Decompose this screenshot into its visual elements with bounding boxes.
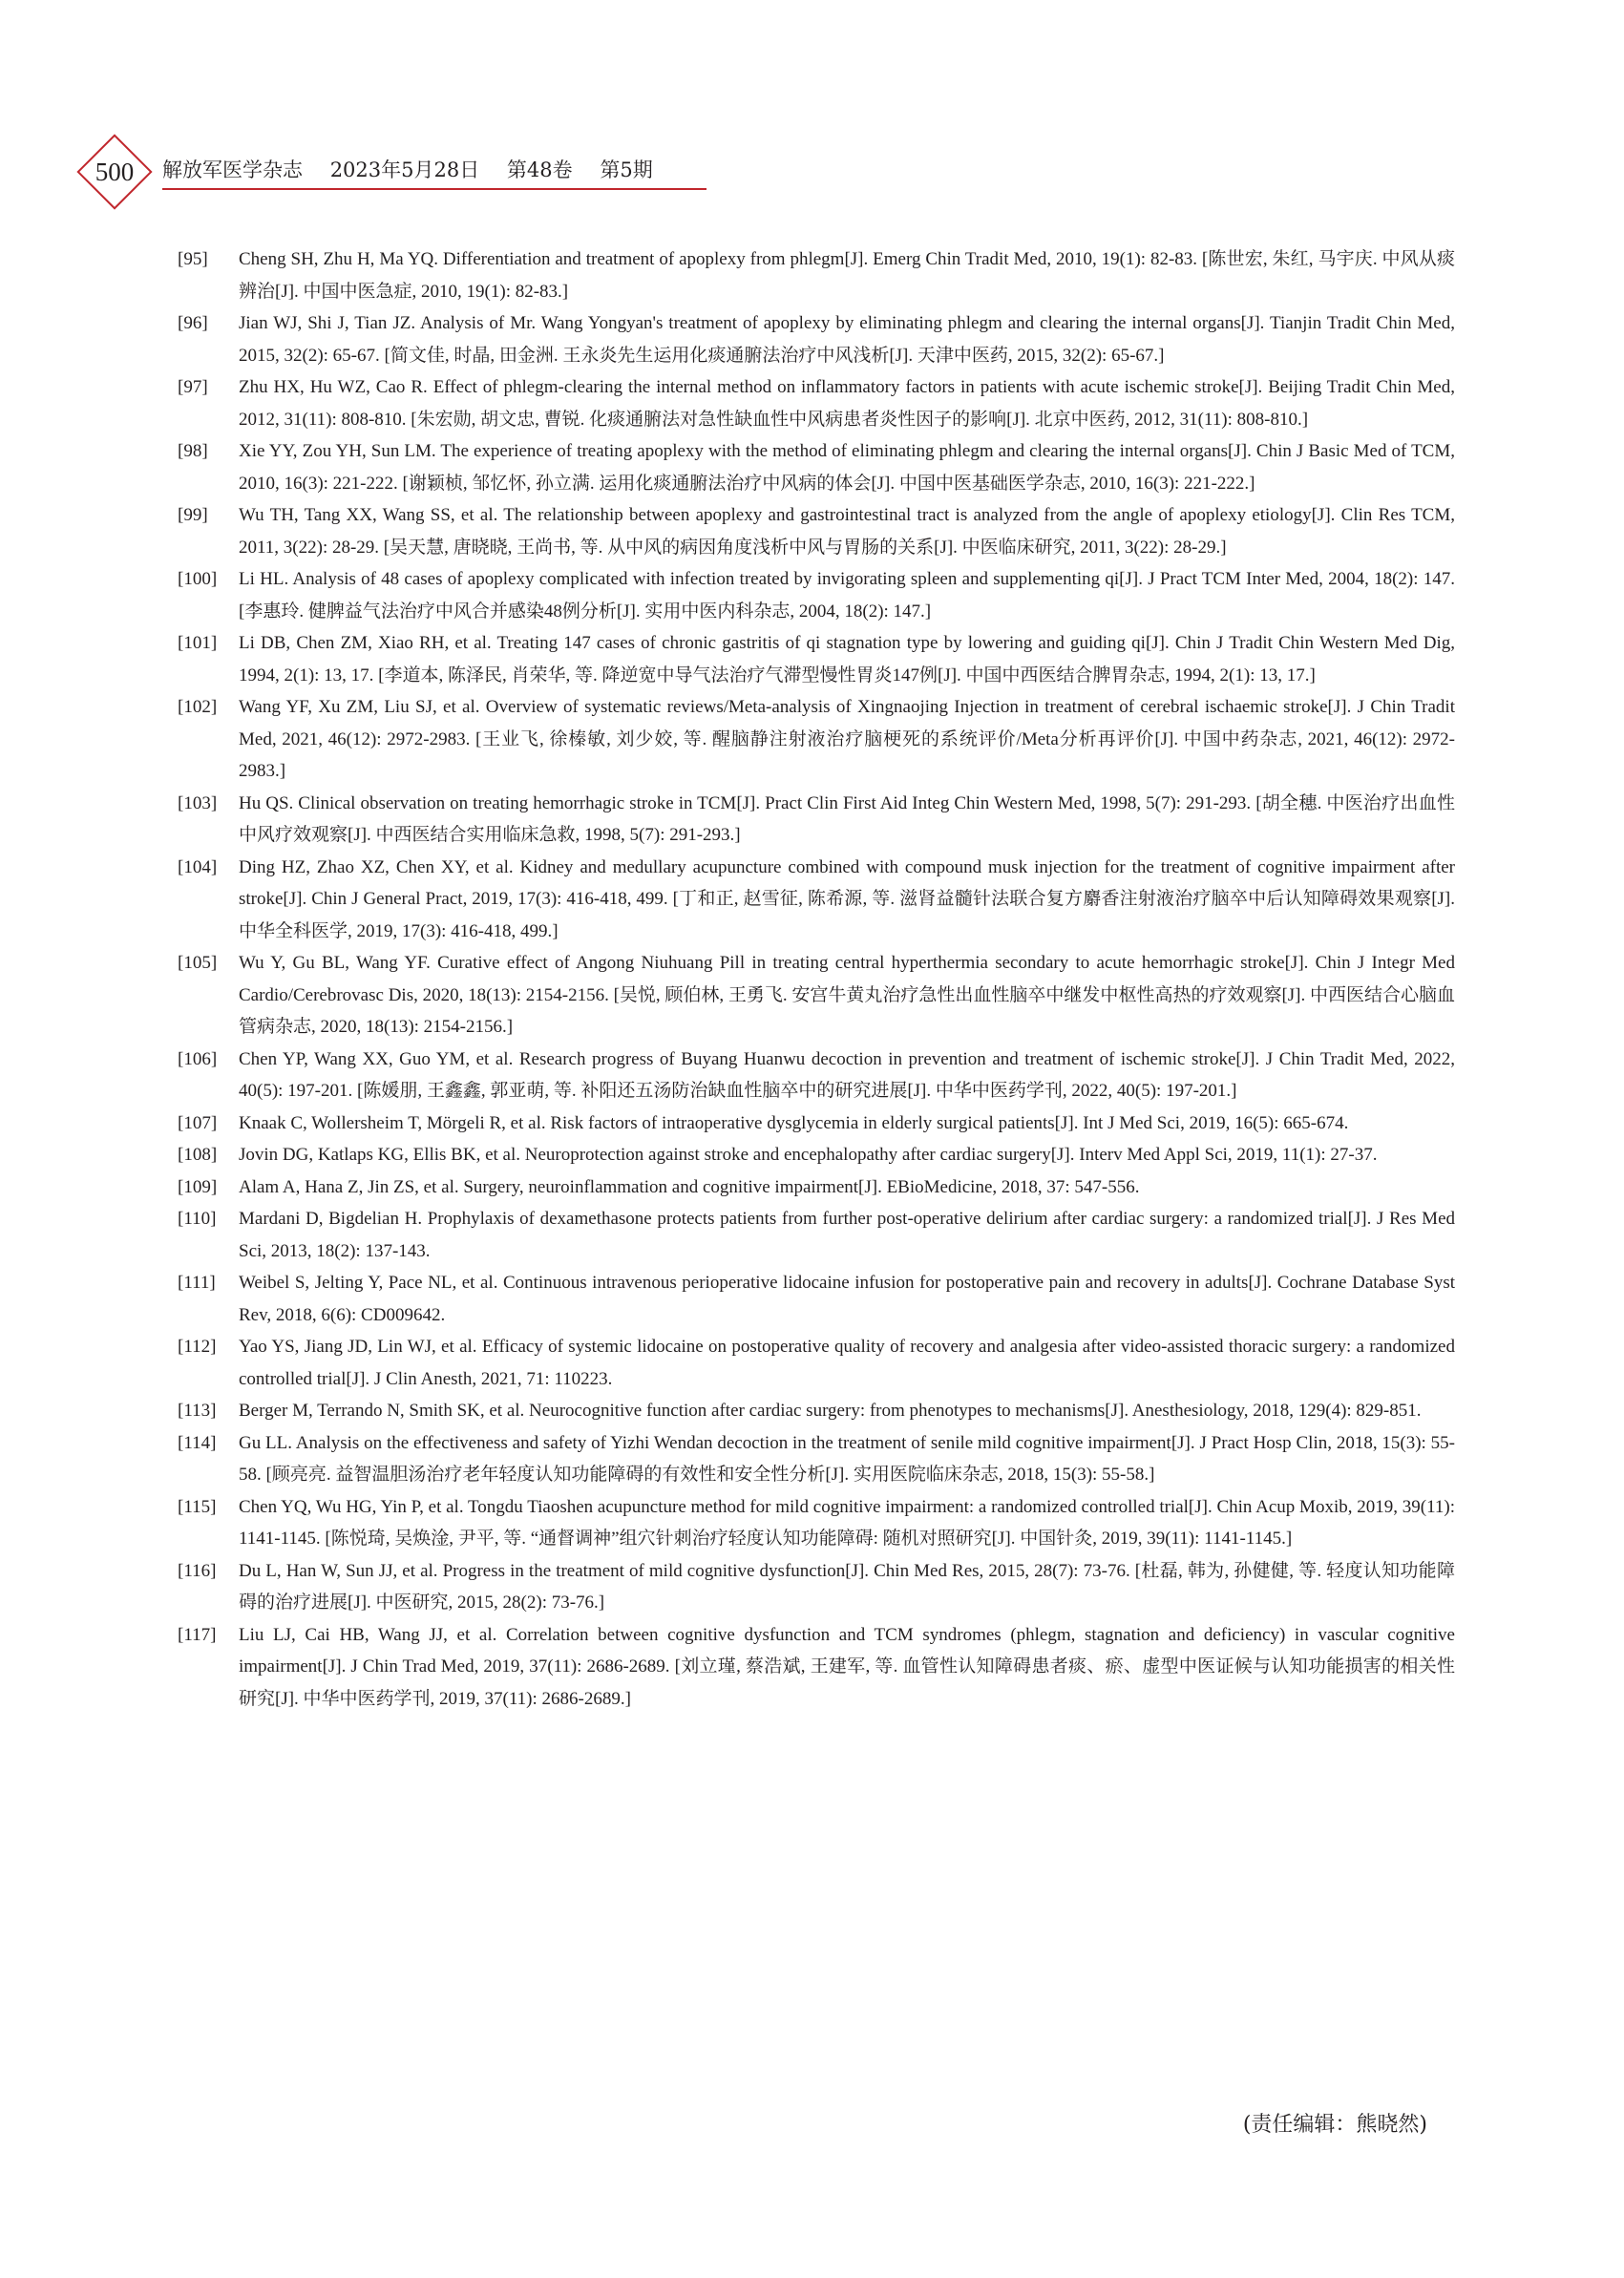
reference-number: [116] — [178, 1560, 217, 1581]
reference-item — [178, 1267, 1455, 1331]
reference-text: Li DB, Chen ZM, Xiao RH, et al. Treating 147 cases of chronic gastritis of qi stagnation type by lowering and guiding qi[J]. Chin J Tradit Chin Western Med Dig, 1994, 2(1): 13, 17. [李道本, 陈泽民, 肖荣华, 等. 降逆宽中导气法治疗气滞型慢性胃炎147例[J]. 中国中西医结合脾胃杂志, 1994, 2(1): 13, 17.] — [239, 633, 1455, 686]
reference-number: [101] — [178, 633, 218, 653]
reference-text: Xie YY, Zou YH, Sun LM. The experience of treating apoplexy with the method of eliminating phlegm and clearing the internal organs[J]. Chin J Basic Med of TCM, 2010, 16(3): 221-222. [谢颖桢, 邹忆怀, 孙立满. 运用化痰通腑法治疗中风病的体会[J]. 中国中医基础医学杂志, 2010, 16(3): 221-222.] — [239, 441, 1455, 494]
reference-item — [178, 307, 1455, 371]
reference-item — [178, 1491, 1455, 1555]
reference-number: [107] — [178, 1112, 218, 1133]
header-rule — [162, 188, 707, 190]
reference-item — [178, 1395, 1455, 1427]
reference-text: Liu LJ, Cai HB, Wang JJ, et al. Correlation between cognitive dysfunction and TCM syndromes (phlegm, stagnation and deficiency) in vascular cognitive impairment[J]. J Chin Trad Med, 2019, 37(11): 2686-2689. [刘立瑾, 蔡浩斌, 王建军, 等. 血管性认知障碍患者痰、瘀、虚型中医证候与认知功能损害的相关性研究[J]. 中华中医药学刊, 2019, 37(11): 2686-2689.] — [239, 1624, 1455, 1709]
issue: 第5期 — [600, 158, 653, 181]
reference-item — [178, 243, 1455, 307]
reference-text: Cheng SH, Zhu H, Ma YQ. Differentiation and treatment of apoplexy from phlegm[J]. Emerg Chin Tradit Med, 2010, 19(1): 82-83. [陈世宏, 朱红, 马宇庆. 中风从痰辨治[J]. 中国中医急症, 2010, 19(1): 82-83.] — [239, 249, 1455, 302]
reference-item — [178, 435, 1455, 499]
reference-text: Yao YS, Jiang JD, Lin WJ, et al. Efficacy of systemic lidocaine on postoperative quality of recovery and analgesia after video-assisted thoracic surgery: a randomized controlled trial[J]. J Clin Anesth, 2021, 71: 110223. — [239, 1337, 1455, 1389]
volume: 第48卷 — [506, 158, 573, 181]
reference-number: [111] — [178, 1273, 216, 1293]
reference-text: Wang YF, Xu ZM, Liu SJ, et al. Overview of systematic reviews/Meta-analysis of Xingnaojing Injection in treatment of cerebral ischaemic stroke[J]. J Chin Tradit Med, 2021, 46(12): 2972-2983. [王业飞, 徐榛敏, 刘少姣, 等. 醒脑静注射液治疗脑梗死的系统评价/Meta分析再评价[J]. 中国中药杂志, 2021, 46(12): 2972-2983.] — [239, 697, 1455, 781]
reference-item — [178, 1139, 1455, 1171]
reference-text: Li HL. Analysis of 48 cases of apoplexy complicated with infection treated by invigorating spleen and supplementing qi[J]. J Pract TCM Inter Med, 2004, 18(2): 147. [李惠玲. 健脾益气法治疗中风合并感染48例分析[J]. 实用中医内科杂志, 2004, 18(2): 147.] — [239, 569, 1455, 622]
reference-number: [109] — [178, 1176, 218, 1197]
reference-number: [108] — [178, 1145, 218, 1165]
reference-list — [178, 243, 1455, 1715]
reference-item — [178, 691, 1455, 788]
reference-item — [178, 1171, 1455, 1204]
reference-number: [97] — [178, 377, 208, 397]
reference-item — [178, 852, 1455, 948]
reference-text: Hu QS. Clinical observation on treating hemorrhagic stroke in TCM[J]. Pract Clin First Aid Integ Chin Western Med, 1998, 5(7): 291-293. [胡全穗. 中医治疗出血性中风疗效观察[J]. 中西医结合实用临床急救, 1998, 5(7): 291-293.] — [239, 792, 1455, 845]
reference-number: [105] — [178, 953, 218, 973]
journal-name: 解放军医学杂志 — [162, 158, 303, 181]
reference-number: [113] — [178, 1401, 217, 1421]
reference-item — [178, 499, 1455, 563]
reference-item — [178, 1619, 1455, 1716]
reference-item — [178, 788, 1455, 852]
reference-number: [110] — [178, 1209, 217, 1229]
reference-item — [178, 1331, 1455, 1395]
reference-number: [98] — [178, 441, 208, 461]
reference-text: Zhu HX, Hu WZ, Cao R. Effect of phlegm-clearing the internal method on inflammatory factors in patients with acute ischemic stroke[J]. Beijing Tradit Chin Med, 2012, 31(11): 808-810. [朱宏勋, 胡文忠, 曹锐. 化痰通腑法对急性缺血性中风病患者炎性因子的影响[J]. 北京中医药, 2012, 31(11): 808-810.] — [239, 377, 1455, 430]
reference-item — [178, 627, 1455, 691]
page-number-badge — [76, 134, 153, 210]
reference-number: [95] — [178, 249, 208, 269]
reference-item — [178, 1107, 1455, 1140]
editor-note: (责任编辑：熊晓然) — [1242, 2113, 1427, 2137]
reference-item — [178, 1555, 1455, 1619]
reference-number: [117] — [178, 1624, 217, 1645]
reference-number: [99] — [178, 505, 208, 525]
reference-text: Weibel S, Jelting Y, Pace NL, et al. Continuous intravenous perioperative lidocaine infusion for postoperative pain and recovery in adults[J]. Cochrane Database Syst Rev, 2018, 6(6): CD009642. — [239, 1273, 1455, 1325]
reference-item — [178, 1203, 1455, 1267]
reference-text: Ding HZ, Zhao XZ, Chen XY, et al. Kidney and medullary acupuncture combined with compound musk injection for the treatment of cognitive impairment after stroke[J]. Chin J General Pract, 2019, 17(3): 416-418, 499. [丁和正, 赵雪征, 陈希源, 等. 滋肾益髓针法联合复方麝香注射液治疗脑卒中后认知障碍效果观察[J]. 中华全科医学, 2019, 17(3): 416-418, 499.] — [239, 856, 1455, 941]
reference-text: Chen YP, Wang XX, Guo YM, et al. Research progress of Buyang Huanwu decoction in prevention and treatment of ischemic stroke[J]. J Chin Tradit Med, 2022, 40(5): 197-201. [陈媛朋, 王鑫鑫, 郭亚萌, 等. 补阳还五汤防治缺血性脑卒中的研究进展[J]. 中华中医药学刊, 2022, 40(5): 197-201.] — [239, 1048, 1455, 1101]
reference-text: Chen YQ, Wu HG, Yin P, et al. Tongdu Tiaoshen acupuncture method for mild cognitive impairment: a randomized controlled trial[J]. Chin Acup Moxib, 2019, 39(11): 1141-1145. [陈悦琦, 吴焕淦, 尹平, 等. “通督调神”组穴针刺治疗轻度认知功能障碍: 随机对照研究[J]. 中国针灸, 2019, 39(11): 1141-1145.] — [239, 1496, 1455, 1549]
reference-item — [178, 947, 1455, 1044]
reference-text: Jian WJ, Shi J, Tian JZ. Analysis of Mr. Wang Yongyan's treatment of apoplexy by eliminating phlegm and clearing the internal organs[J]. Tianjin Tradit Chin Med, 2015, 32(2): 65-67. [简文佳, 时晶, 田金洲. 王永炎先生运用化痰通腑法治疗中风浅析[J]. 天津中医药, 2015, 32(2): 65-67.] — [239, 313, 1455, 366]
reference-number: [96] — [178, 313, 208, 333]
reference-text: Wu Y, Gu BL, Wang YF. Curative effect of Angong Niuhuang Pill in treating central hyperthermia secondary to acute hemorrhagic stroke[J]. Chin J Integr Med Cardio/Cerebrovasc Dis, 2020, 18(13): 2154-2156. [吴悦, 顾伯林, 王勇飞. 安宫牛黄丸治疗急性出血性脑卒中继发中枢性高热的疗效观察[J]. 中西医结合心脑血管病杂志, 2020, 18(13): 2154-2156.] — [239, 953, 1455, 1037]
page-number: 500 — [95, 158, 135, 186]
reference-item — [178, 563, 1455, 627]
running-head — [162, 155, 674, 183]
reference-number: [115] — [178, 1496, 217, 1517]
reference-number: [106] — [178, 1048, 218, 1069]
reference-number: [104] — [178, 856, 218, 877]
reference-number: [102] — [178, 697, 218, 717]
reference-text: Jovin DG, Katlaps KG, Ellis BK, et al. Neuroprotection against stroke and encephalopathy after cardiac surgery[J]. Interv Med Appl Sci, 2019, 11(1): 27-37. — [239, 1145, 1378, 1165]
issue-date: 2023年5月28日 — [329, 158, 480, 181]
reference-text: Gu LL. Analysis on the effectiveness and safety of Yizhi Wendan decoction in the treatment of senile mild cognitive impairment[J]. J Pract Hosp Clin, 2018, 15(3): 55-58. [顾亮亮. 益智温胆汤治疗老年轻度认知功能障碍的有效性和安全性分析[J]. 实用医院临床杂志, 2018, 15(3): 55-58.] — [239, 1432, 1455, 1485]
reference-text: Knaak C, Wollersheim T, Mörgeli R, et al. Risk factors of intraoperative dysglycemia in elderly surgical patients[J]. Int J Med Sci, 2019, 16(5): 665-674. — [239, 1112, 1349, 1133]
reference-number: [103] — [178, 792, 218, 813]
reference-text: Wu TH, Tang XX, Wang SS, et al. The relationship between apoplexy and gastrointestinal tract is analyzed from the angle of apoplexy etiology[J]. Clin Res TCM, 2011, 3(22): 28-29. [吴天慧, 唐晓晓, 王尚书, 等. 从中风的病因角度浅析中风与胃肠的关系[J]. 中医临床研究, 2011, 3(22): 28-29.] — [239, 505, 1455, 558]
reference-text: Berger M, Terrando N, Smith SK, et al. Neurocognitive function after cardiac surgery: from phenotypes to mechanisms[J]. Anesthesiology, 2018, 129(4): 829-851. — [239, 1401, 1422, 1421]
reference-text: Alam A, Hana Z, Jin ZS, et al. Surgery, neuroinflammation and cognitive impairment[J]. EBioMedicine, 2018, 37: 547-556. — [239, 1176, 1140, 1197]
reference-item — [178, 371, 1455, 435]
reference-number: [112] — [178, 1337, 217, 1357]
reference-number: [100] — [178, 569, 218, 589]
reference-item — [178, 1044, 1455, 1107]
reference-item — [178, 1427, 1455, 1491]
reference-text: Du L, Han W, Sun JJ, et al. Progress in the treatment of mild cognitive dysfunction[J]. Chin Med Res, 2015, 28(7): 73-76. [杜磊, 韩为, 孙健健, 等. 轻度认知功能障碍的治疗进展[J]. 中医研究, 2015, 28(2): 73-76.] — [239, 1560, 1455, 1613]
reference-number: [114] — [178, 1432, 217, 1453]
reference-text: Mardani D, Bigdelian H. Prophylaxis of dexamethasone protects patients from further post-operative delirium after cardiac surgery: a randomized trial[J]. J Res Med Sci, 2013, 18(2): 137-143. — [239, 1209, 1455, 1261]
